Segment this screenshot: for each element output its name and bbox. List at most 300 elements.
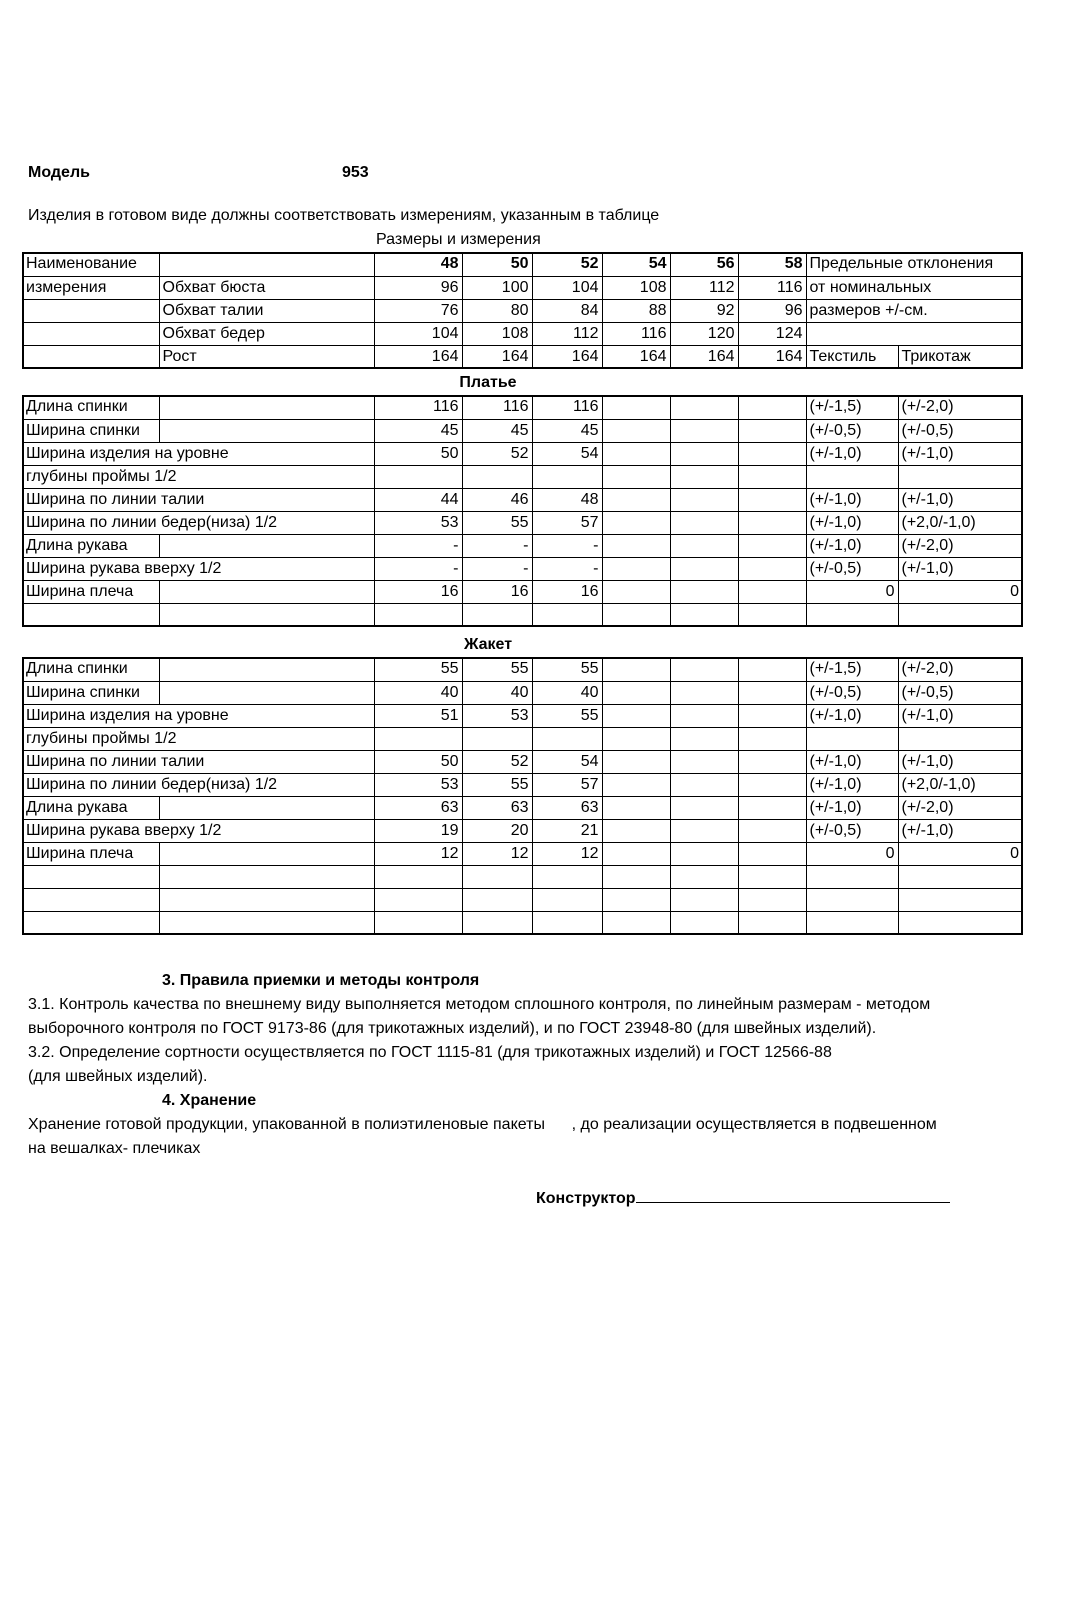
- empty-cell: [670, 442, 738, 465]
- value-cell: 96: [738, 299, 806, 322]
- value-cell: 164: [738, 345, 806, 368]
- measure-name-cell: Обхват бедер: [159, 322, 374, 345]
- value-cell: 116: [738, 276, 806, 299]
- value-cell: -: [374, 557, 462, 580]
- value-cell: 55: [532, 658, 602, 681]
- table-row: [23, 557, 1022, 580]
- textile-tolerance-cell: (+/-1,0): [806, 488, 898, 511]
- empty-cell: [602, 796, 670, 819]
- table-row: [23, 603, 1022, 626]
- signature-label: Конструктор: [536, 1190, 636, 1207]
- value-cell: [532, 465, 602, 488]
- size-header-cell: 50: [462, 253, 532, 276]
- value-cell: 44: [374, 488, 462, 511]
- rules-heading: 3. Правила приемки и методы контроля: [162, 972, 480, 989]
- jacket-title: Жакет: [463, 636, 513, 653]
- empty-cell: [670, 750, 738, 773]
- value-cell: [532, 727, 602, 750]
- measure-name-cell: [23, 603, 159, 626]
- knit-tolerance-cell: (+/-1,0): [898, 557, 1022, 580]
- value-cell: [532, 911, 602, 934]
- table-row: [23, 253, 1022, 276]
- empty-cell: [159, 658, 374, 681]
- knit-tolerance-cell: (+2,0/-1,0): [898, 511, 1022, 534]
- value-cell: 55: [374, 658, 462, 681]
- measure-name-cell: Ширина по линии талии: [23, 750, 374, 773]
- knit-tolerance-cell: (+/-0,5): [898, 681, 1022, 704]
- model-number: 953: [342, 164, 369, 181]
- value-cell: -: [462, 557, 532, 580]
- textile-tolerance-cell: (+/-1,0): [806, 442, 898, 465]
- empty-cell: [602, 888, 670, 911]
- rules-p1-line2: выборочного контроля по ГОСТ 9173-86 (для трикотажных изделий), и по ГОСТ 23948-80 (для швейных изделий).: [28, 1020, 877, 1037]
- measure-name-cell: Ширина рукава вверху 1/2: [23, 557, 374, 580]
- storage-line2: на вешалках- плечиках: [28, 1140, 201, 1157]
- value-cell: 63: [532, 796, 602, 819]
- measure-name-cell: Длина рукава: [23, 534, 159, 557]
- empty-cell: [670, 465, 738, 488]
- value-cell: 20: [462, 819, 532, 842]
- textile-tolerance-cell: (+/-1,0): [806, 796, 898, 819]
- knit-tolerance-cell: (+/-2,0): [898, 396, 1022, 419]
- value-cell: 104: [374, 322, 462, 345]
- empty-cell: [23, 299, 159, 322]
- empty-cell: [602, 658, 670, 681]
- table-row: [23, 345, 1022, 368]
- table-row: [23, 419, 1022, 442]
- value-cell: 55: [462, 658, 532, 681]
- empty-cell: [159, 865, 374, 888]
- value-cell: 40: [532, 681, 602, 704]
- value-cell: 80: [462, 299, 532, 322]
- value-cell: 40: [374, 681, 462, 704]
- value-cell: [462, 865, 532, 888]
- table-row: [23, 773, 1022, 796]
- empty-cell: [670, 603, 738, 626]
- table-row: [23, 727, 1022, 750]
- value-cell: [374, 727, 462, 750]
- value-cell: 76: [374, 299, 462, 322]
- empty-cell: [159, 842, 374, 865]
- value-cell: 48: [532, 488, 602, 511]
- value-cell: 21: [532, 819, 602, 842]
- measure-name-cell: Ширина плеча: [23, 580, 159, 603]
- table-row: [23, 911, 1022, 934]
- deviation-header-cell: от номинальных: [806, 276, 1022, 299]
- measure-name-cell: [23, 911, 159, 934]
- dress-title: Платье: [459, 374, 517, 391]
- value-cell: 116: [602, 322, 670, 345]
- empty-cell: [159, 396, 374, 419]
- textile-tolerance-cell: (+/-0,5): [806, 557, 898, 580]
- value-cell: -: [532, 557, 602, 580]
- table-row: [23, 819, 1022, 842]
- value-cell: 96: [374, 276, 462, 299]
- empty-cell: [738, 911, 806, 934]
- empty-cell: [670, 819, 738, 842]
- empty-cell: [159, 681, 374, 704]
- empty-cell: [738, 488, 806, 511]
- empty-cell: [738, 511, 806, 534]
- value-cell: 164: [462, 345, 532, 368]
- empty-cell: [738, 419, 806, 442]
- value-cell: 45: [462, 419, 532, 442]
- size-header-cell: 58: [738, 253, 806, 276]
- textile-tolerance-cell: (+/-0,5): [806, 819, 898, 842]
- table-row: [23, 796, 1022, 819]
- empty-cell: [23, 322, 159, 345]
- empty-cell: [670, 681, 738, 704]
- empty-cell: [602, 603, 670, 626]
- knit-tolerance-cell: (+/-0,5): [898, 419, 1022, 442]
- empty-cell: [738, 534, 806, 557]
- table-row: [23, 865, 1022, 888]
- storage-heading: 4. Хранение: [162, 1092, 257, 1109]
- empty-cell: [670, 419, 738, 442]
- textile-tolerance-cell: (+/-1,0): [806, 750, 898, 773]
- measure-name-cell: глубины проймы 1/2: [23, 727, 374, 750]
- empty-cell: [738, 773, 806, 796]
- textile-tolerance-cell: [806, 911, 898, 934]
- value-cell: 16: [462, 580, 532, 603]
- empty-cell: [738, 888, 806, 911]
- knit-tolerance-cell: 0: [898, 842, 1022, 865]
- textile-tolerance-cell: 0: [806, 842, 898, 865]
- deviation-header-cell: Предельные отклонения: [806, 253, 1022, 276]
- empty-cell: [159, 888, 374, 911]
- fabric-label-cell: Текстиль: [806, 345, 898, 368]
- value-cell: 53: [374, 773, 462, 796]
- empty-cell: [670, 488, 738, 511]
- textile-tolerance-cell: 0: [806, 580, 898, 603]
- empty-cell: [159, 580, 374, 603]
- empty-cell: [602, 842, 670, 865]
- empty-cell: [738, 727, 806, 750]
- knit-tolerance-cell: [898, 465, 1022, 488]
- knit-tolerance-cell: [898, 865, 1022, 888]
- value-cell: 45: [374, 419, 462, 442]
- value-cell: 116: [462, 396, 532, 419]
- value-cell: 63: [374, 796, 462, 819]
- rules-p2-line1: 3.2. Определение сортности осуществляется по ГОСТ 1115-81 (для трикотажных изделий) и ГОСТ 12566-88: [28, 1044, 832, 1061]
- value-cell: 40: [462, 681, 532, 704]
- value-cell: 104: [532, 276, 602, 299]
- size-header-cell: 54: [602, 253, 670, 276]
- textile-tolerance-cell: [806, 603, 898, 626]
- textile-tolerance-cell: [806, 727, 898, 750]
- knit-tolerance-cell: [898, 603, 1022, 626]
- empty-cell: [159, 419, 374, 442]
- table-caption: Размеры и измерения: [376, 231, 541, 248]
- value-cell: 12: [374, 842, 462, 865]
- value-cell: 19: [374, 819, 462, 842]
- value-cell: 54: [532, 750, 602, 773]
- measure-name-cell: Ширина изделия на уровне: [23, 704, 374, 727]
- measure-name-cell: Длина спинки: [26, 660, 128, 678]
- value-cell: [462, 888, 532, 911]
- textile-tolerance-cell: (+/-1,0): [806, 704, 898, 727]
- knit-tolerance-cell: [898, 727, 1022, 750]
- value-cell: [532, 603, 602, 626]
- empty-cell: [602, 865, 670, 888]
- value-cell: 52: [462, 442, 532, 465]
- measure-name-cell: Ширина по линии талии: [23, 488, 374, 511]
- value-cell: 16: [374, 580, 462, 603]
- empty-cell: [670, 727, 738, 750]
- value-cell: 112: [532, 322, 602, 345]
- measure-name-cell: Ширина плеча: [23, 842, 159, 865]
- measure-name-cell: Ширина по линии бедер(низа) 1/2: [23, 511, 374, 534]
- empty-cell: [738, 704, 806, 727]
- empty-cell: [159, 911, 374, 934]
- empty-cell: [738, 865, 806, 888]
- value-cell: [462, 727, 532, 750]
- empty-cell: [602, 727, 670, 750]
- textile-tolerance-cell: [806, 465, 898, 488]
- empty-cell: [738, 681, 806, 704]
- knit-tolerance-cell: (+/-2,0): [898, 658, 1022, 681]
- empty-cell: [602, 442, 670, 465]
- table-row: [23, 488, 1022, 511]
- value-cell: [532, 865, 602, 888]
- empty-cell: [670, 580, 738, 603]
- value-cell: -: [532, 534, 602, 557]
- empty-cell: [159, 796, 374, 819]
- empty-cell: [738, 465, 806, 488]
- measure-name-cell: Ширина по линии бедер(низа) 1/2: [23, 773, 374, 796]
- table-row: [23, 276, 1022, 299]
- measure-name-cell: Ширина рукава вверху 1/2: [23, 819, 374, 842]
- table-row: [23, 442, 1022, 465]
- empty-cell: [23, 345, 159, 368]
- knit-tolerance-cell: [898, 911, 1022, 934]
- value-cell: 116: [374, 396, 462, 419]
- value-cell: 57: [532, 511, 602, 534]
- table-row: [23, 534, 1022, 557]
- size-header-cell: 52: [532, 253, 602, 276]
- value-cell: 112: [670, 276, 738, 299]
- textile-tolerance-cell: [806, 865, 898, 888]
- empty-cell: [602, 704, 670, 727]
- value-cell: 92: [670, 299, 738, 322]
- empty-cell: [602, 511, 670, 534]
- table-row: [23, 511, 1022, 534]
- value-cell: [462, 603, 532, 626]
- table-row: [23, 580, 1022, 603]
- textile-tolerance-cell: (+/-1,5): [806, 658, 898, 681]
- model-label: Модель: [28, 164, 90, 181]
- measure-name-cell: Длина спинки: [26, 398, 128, 416]
- value-cell: 100: [462, 276, 532, 299]
- measure-name-cell: Ширина изделия на уровне: [23, 442, 374, 465]
- value-cell: 54: [532, 442, 602, 465]
- value-cell: 12: [462, 842, 532, 865]
- name-header-cell: Наименование: [26, 255, 137, 273]
- value-cell: [532, 888, 602, 911]
- empty-cell: [738, 796, 806, 819]
- empty-cell: [738, 442, 806, 465]
- textile-tolerance-cell: [806, 888, 898, 911]
- table-row: [23, 396, 1022, 419]
- value-cell: 12: [532, 842, 602, 865]
- empty-cell: [738, 557, 806, 580]
- name-header-cell: измерения: [23, 276, 159, 299]
- measure-name-cell: [23, 865, 159, 888]
- empty-cell: [602, 750, 670, 773]
- empty-cell: [602, 557, 670, 580]
- knit-tolerance-cell: (+/-1,0): [898, 488, 1022, 511]
- value-cell: 108: [602, 276, 670, 299]
- empty-cell: [670, 534, 738, 557]
- measure-name-cell: Рост: [159, 345, 374, 368]
- intro-text: Изделия в готовом виде должны соответствовать измерениям, указанным в таблице: [28, 207, 660, 224]
- empty-cell: [670, 796, 738, 819]
- size-header-cell: 48: [374, 253, 462, 276]
- rules-p2-line2: (для швейных изделий).: [28, 1068, 208, 1085]
- empty-cell: [670, 865, 738, 888]
- empty-cell: [602, 911, 670, 934]
- signature-line: [636, 1186, 950, 1203]
- empty-cell: [670, 911, 738, 934]
- jacket-table: [23, 658, 1022, 934]
- table-row: [23, 658, 1022, 681]
- value-cell: 55: [532, 704, 602, 727]
- textile-tolerance-cell: (+/-0,5): [806, 419, 898, 442]
- measure-name-cell: Длина рукава: [23, 796, 159, 819]
- value-cell: [462, 911, 532, 934]
- knit-tolerance-cell: (+2,0/-1,0): [898, 773, 1022, 796]
- value-cell: 164: [374, 345, 462, 368]
- empty-cell: [738, 750, 806, 773]
- empty-cell: [602, 681, 670, 704]
- value-cell: 53: [462, 704, 532, 727]
- value-cell: 120: [670, 322, 738, 345]
- empty-cell: [602, 773, 670, 796]
- empty-cell: [670, 658, 738, 681]
- fabric-label-cell: Трикотаж: [898, 345, 1022, 368]
- table-row: [23, 299, 1022, 322]
- table-row: [23, 704, 1022, 727]
- knit-tolerance-cell: (+/-2,0): [898, 796, 1022, 819]
- empty-cell: [159, 603, 374, 626]
- measure-name-cell: глубины проймы 1/2: [23, 465, 374, 488]
- size-header-cell: 56: [670, 253, 738, 276]
- value-cell: 63: [462, 796, 532, 819]
- value-cell: -: [374, 534, 462, 557]
- empty-cell: [602, 819, 670, 842]
- table-row: [23, 322, 1022, 345]
- empty-cell: [670, 704, 738, 727]
- value-cell: 116: [532, 396, 602, 419]
- knit-tolerance-cell: (+/-1,0): [898, 819, 1022, 842]
- empty-cell: [670, 396, 738, 419]
- value-cell: 16: [532, 580, 602, 603]
- value-cell: 84: [532, 299, 602, 322]
- storage-line1: Хранение готовой продукции, упакованной в полиэтиленовые пакеты , до реализации осуществляется в подвешенном: [28, 1116, 937, 1133]
- empty-cell: [159, 253, 374, 276]
- signature-block: [536, 1186, 950, 1208]
- empty-cell: [670, 888, 738, 911]
- value-cell: 124: [738, 322, 806, 345]
- textile-tolerance-cell: (+/-1,5): [806, 396, 898, 419]
- value-cell: [374, 603, 462, 626]
- empty-cell: [738, 842, 806, 865]
- knit-tolerance-cell: (+/-1,0): [898, 750, 1022, 773]
- table-row: [23, 681, 1022, 704]
- value-cell: 57: [532, 773, 602, 796]
- value-cell: [374, 465, 462, 488]
- empty-cell: [738, 396, 806, 419]
- empty-cell: [670, 773, 738, 796]
- empty-cell: [670, 842, 738, 865]
- empty-cell: [670, 511, 738, 534]
- textile-tolerance-cell: (+/-1,0): [806, 773, 898, 796]
- table-row: [23, 888, 1022, 911]
- empty-cell: [602, 396, 670, 419]
- textile-tolerance-cell: (+/-0,5): [806, 681, 898, 704]
- empty-cell: [159, 534, 374, 557]
- empty-cell: [602, 488, 670, 511]
- value-cell: [374, 865, 462, 888]
- value-cell: 164: [602, 345, 670, 368]
- table-row: [23, 465, 1022, 488]
- value-cell: 53: [374, 511, 462, 534]
- value-cell: 108: [462, 322, 532, 345]
- empty-cell: [738, 580, 806, 603]
- table-row: [23, 750, 1022, 773]
- table-row: [23, 842, 1022, 865]
- measurements-table: [23, 253, 1022, 368]
- value-cell: 46: [462, 488, 532, 511]
- knit-tolerance-cell: (+/-2,0): [898, 534, 1022, 557]
- rules-p1-line1: 3.1. Контроль качества по внешнему виду выполняется методом сплошного контроля, по линейным размерам - методом: [28, 996, 931, 1013]
- value-cell: 164: [532, 345, 602, 368]
- knit-tolerance-cell: (+/-1,0): [898, 442, 1022, 465]
- empty-cell: [738, 819, 806, 842]
- knit-tolerance-cell: [898, 888, 1022, 911]
- textile-tolerance-cell: (+/-1,0): [806, 511, 898, 534]
- empty-cell: [602, 534, 670, 557]
- value-cell: 50: [374, 750, 462, 773]
- value-cell: [374, 888, 462, 911]
- empty-cell: [806, 322, 1022, 345]
- knit-tolerance-cell: (+/-1,0): [898, 704, 1022, 727]
- empty-cell: [602, 419, 670, 442]
- value-cell: 164: [670, 345, 738, 368]
- empty-cell: [738, 603, 806, 626]
- empty-cell: [602, 465, 670, 488]
- empty-cell: [602, 580, 670, 603]
- value-cell: 88: [602, 299, 670, 322]
- measure-name-cell: Обхват талии: [159, 299, 374, 322]
- measure-name-cell: Обхват бюста: [159, 276, 374, 299]
- empty-cell: [670, 557, 738, 580]
- knit-tolerance-cell: 0: [898, 580, 1022, 603]
- value-cell: [374, 911, 462, 934]
- measure-name-cell: Ширина спинки: [23, 419, 159, 442]
- textile-tolerance-cell: (+/-1,0): [806, 534, 898, 557]
- measure-name-cell: Ширина спинки: [23, 681, 159, 704]
- dress-table: [23, 396, 1022, 626]
- value-cell: 51: [374, 704, 462, 727]
- value-cell: 50: [374, 442, 462, 465]
- deviation-header-cell: размеров +/-см.: [806, 299, 1022, 322]
- value-cell: -: [462, 534, 532, 557]
- value-cell: 55: [462, 773, 532, 796]
- value-cell: 45: [532, 419, 602, 442]
- measure-name-cell: [23, 888, 159, 911]
- value-cell: [462, 465, 532, 488]
